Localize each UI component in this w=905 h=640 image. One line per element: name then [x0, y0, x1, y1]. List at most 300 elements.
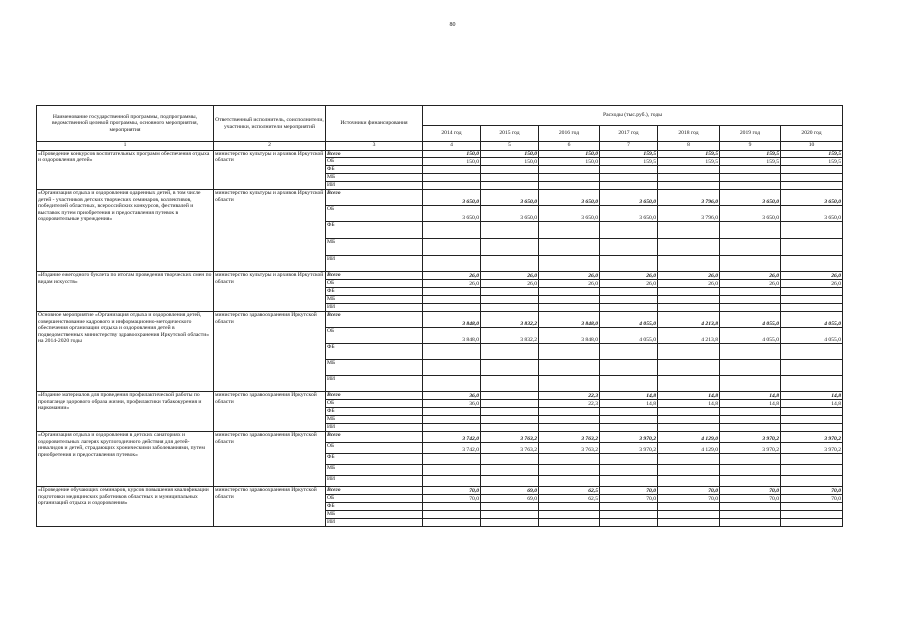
- amount-cell: 3 763,2: [539, 443, 600, 454]
- amount-cell: 150,0: [423, 151, 481, 158]
- amount-cell: 3 650,0: [781, 190, 843, 206]
- amount-cell: [658, 416, 720, 424]
- amount-cell: [658, 256, 720, 272]
- amount-cell: 150,0: [423, 158, 481, 166]
- amount-cell: 22,3: [539, 400, 600, 408]
- amount-cell: [481, 174, 539, 182]
- column-number: 3: [326, 142, 423, 151]
- header-year: 2017 год: [600, 126, 658, 142]
- amount-cell: 159,5: [781, 158, 843, 166]
- header-year: 2016 год: [539, 126, 600, 142]
- column-number: 9: [720, 142, 781, 151]
- activity-executor: министерство культуры и архивов Иркутской области: [214, 272, 326, 312]
- amount-cell: [423, 424, 481, 432]
- amount-cell: [600, 239, 658, 256]
- column-number: 10: [781, 142, 843, 151]
- amount-cell: [423, 465, 481, 476]
- amount-cell: [781, 304, 843, 312]
- table-row: [37, 392, 843, 400]
- amount-cell: 159,5: [720, 151, 781, 158]
- funding-source: ИИ: [326, 424, 423, 432]
- amount-cell: [600, 503, 658, 511]
- header-year: 2015 год: [481, 126, 539, 142]
- activity-name: «Проведение конкурсов воспитательных программ обеспечения отдыха и оздоровления детей»: [37, 151, 214, 190]
- amount-cell: [781, 519, 843, 527]
- amount-cell: 3 796,0: [658, 190, 720, 206]
- amount-cell: [781, 360, 843, 376]
- amount-cell: [423, 376, 481, 392]
- funding-source: ФБ: [326, 408, 423, 416]
- amount-cell: 62,5: [539, 487, 600, 495]
- amount-cell: [481, 454, 539, 465]
- amount-cell: [481, 519, 539, 527]
- amount-cell: [600, 174, 658, 182]
- activity-executor: министерство культуры и архивов Иркутской области: [214, 151, 326, 190]
- amount-cell: [539, 174, 600, 182]
- amount-cell: 3 763,2: [481, 432, 539, 443]
- amount-cell: [720, 222, 781, 239]
- amount-cell: [720, 296, 781, 304]
- funding-source: ОБ: [326, 328, 423, 344]
- amount-cell: [600, 166, 658, 174]
- amount-cell: [423, 511, 481, 519]
- amount-cell: 70,0: [600, 495, 658, 503]
- amount-cell: [658, 424, 720, 432]
- amount-cell: [781, 222, 843, 239]
- amount-cell: 4 213,8: [658, 312, 720, 328]
- amount-cell: [600, 222, 658, 239]
- amount-cell: [600, 296, 658, 304]
- amount-cell: 4 213,8: [658, 328, 720, 344]
- amount-cell: [658, 408, 720, 416]
- amount-cell: [539, 416, 600, 424]
- amount-cell: [781, 288, 843, 296]
- column-number: 8: [658, 142, 720, 151]
- amount-cell: 26,0: [720, 272, 781, 280]
- amount-cell: 3 970,2: [600, 432, 658, 443]
- amount-cell: 3 970,2: [600, 443, 658, 454]
- amount-cell: 70,0: [658, 495, 720, 503]
- amount-cell: [481, 296, 539, 304]
- funding-source: ИИ: [326, 256, 423, 272]
- amount-cell: [481, 511, 539, 519]
- column-number: 4: [423, 142, 481, 151]
- table-row: [37, 151, 843, 158]
- amount-cell: 14,8: [658, 400, 720, 408]
- amount-cell: [720, 288, 781, 296]
- amount-cell: [720, 239, 781, 256]
- header-program: Наименование государственной программы, подпрограммы, ведомственной целевой программы, основного мероприятия, мероприятия: [37, 106, 214, 142]
- amount-cell: [481, 400, 539, 408]
- amount-cell: 159,5: [600, 151, 658, 158]
- funding-source: ФБ: [326, 454, 423, 465]
- amount-cell: [481, 360, 539, 376]
- amount-cell: [720, 424, 781, 432]
- amount-cell: [600, 424, 658, 432]
- amount-cell: [481, 465, 539, 476]
- amount-cell: [600, 376, 658, 392]
- funding-source: МБ: [326, 465, 423, 476]
- amount-cell: 3 848,0: [423, 312, 481, 328]
- amount-cell: 4 055,0: [720, 328, 781, 344]
- amount-cell: [720, 416, 781, 424]
- amount-cell: [781, 503, 843, 511]
- funding-source: ИИ: [326, 182, 423, 190]
- amount-cell: [658, 239, 720, 256]
- amount-cell: [423, 503, 481, 511]
- amount-cell: 3 848,0: [539, 312, 600, 328]
- amount-cell: 150,0: [481, 151, 539, 158]
- amount-cell: 14,8: [600, 392, 658, 400]
- amount-cell: 69,0: [481, 495, 539, 503]
- page-number: 80: [449, 22, 456, 28]
- amount-cell: 3 970,2: [720, 443, 781, 454]
- amount-cell: [781, 408, 843, 416]
- amount-cell: 3 650,0: [481, 206, 539, 222]
- amount-cell: [600, 360, 658, 376]
- activity-name: Основное мероприятие «Организация отдыха и оздоровления детей, совершенствование кадрового и информационно-методического обеспечения организации отдыха и оздоровления детей в подведомственных министерству здравоохранения Иркутской области» на 2014-2020 годы: [37, 312, 214, 392]
- amount-cell: 150,0: [539, 151, 600, 158]
- amount-cell: 3 650,0: [781, 206, 843, 222]
- amount-cell: [720, 182, 781, 190]
- amount-cell: [539, 256, 600, 272]
- amount-cell: [539, 465, 600, 476]
- funding-source: Всего: [326, 392, 423, 400]
- amount-cell: 26,0: [481, 272, 539, 280]
- amount-cell: [781, 476, 843, 487]
- amount-cell: [781, 465, 843, 476]
- activity-name: «Проведение обучающих семинаров, курсов повышения квалификации подготовки медицинских работников областных и муниципальных организаций отдыха и оздоровления»: [37, 487, 214, 527]
- header-year: 2020 год: [781, 126, 843, 142]
- amount-cell: [720, 454, 781, 465]
- funding-source: Всего: [326, 151, 423, 158]
- amount-cell: 4 055,0: [600, 328, 658, 344]
- amount-cell: 26,0: [481, 280, 539, 288]
- amount-cell: [781, 166, 843, 174]
- amount-cell: [423, 296, 481, 304]
- funding-source: ИИ: [326, 376, 423, 392]
- amount-cell: [539, 166, 600, 174]
- funding-source: ИИ: [326, 519, 423, 527]
- amount-cell: [481, 503, 539, 511]
- activity-executor: министерство здравоохранения Иркутской области: [214, 432, 326, 487]
- amount-cell: [720, 408, 781, 416]
- amount-cell: 4 129,0: [658, 432, 720, 443]
- amount-cell: [781, 296, 843, 304]
- amount-cell: 14,8: [781, 400, 843, 408]
- amount-cell: [658, 360, 720, 376]
- amount-cell: [600, 511, 658, 519]
- amount-cell: [781, 376, 843, 392]
- amount-cell: [539, 344, 600, 360]
- header-executor: Ответственный исполнитель, соисполнители, участники, исполнители мероприятий: [214, 106, 326, 142]
- header-year: 2019 год: [720, 126, 781, 142]
- table-row: [37, 432, 843, 443]
- amount-cell: 3 763,2: [539, 432, 600, 443]
- amount-cell: 3 796,0: [658, 206, 720, 222]
- amount-cell: [539, 424, 600, 432]
- amount-cell: [600, 519, 658, 527]
- amount-cell: [658, 503, 720, 511]
- amount-cell: 3 650,0: [539, 190, 600, 206]
- amount-cell: 159,5: [600, 158, 658, 166]
- amount-cell: [600, 182, 658, 190]
- amount-cell: [720, 465, 781, 476]
- amount-cell: [481, 166, 539, 174]
- amount-cell: 26,0: [423, 280, 481, 288]
- amount-cell: [423, 304, 481, 312]
- amount-cell: 70,0: [658, 487, 720, 495]
- amount-cell: [658, 296, 720, 304]
- amount-cell: 3 650,0: [423, 190, 481, 206]
- amount-cell: [781, 416, 843, 424]
- amount-cell: [720, 519, 781, 527]
- amount-cell: [423, 239, 481, 256]
- amount-cell: 3 650,0: [600, 190, 658, 206]
- amount-cell: 14,8: [720, 400, 781, 408]
- amount-cell: [539, 182, 600, 190]
- amount-cell: [539, 476, 600, 487]
- activity-name: «Организация отдыха и оздоровления в детских санаториях и оздоровительных лагерях круглогодичного действия для детей-инвалидов и детей, страдающих хроническими заболеваниями, путем приобретения и предоставления путевок»: [37, 432, 214, 487]
- funding-source: ОБ: [326, 443, 423, 454]
- funding-source: МБ: [326, 360, 423, 376]
- amount-cell: 159,5: [658, 151, 720, 158]
- amount-cell: 4 055,0: [720, 312, 781, 328]
- amount-cell: [720, 256, 781, 272]
- amount-cell: [423, 519, 481, 527]
- amount-cell: 14,8: [600, 400, 658, 408]
- amount-cell: [600, 476, 658, 487]
- amount-cell: [481, 288, 539, 296]
- amount-cell: [481, 344, 539, 360]
- amount-cell: 14,8: [720, 392, 781, 400]
- amount-cell: [423, 476, 481, 487]
- amount-cell: 150,0: [481, 158, 539, 166]
- funding-source: МБ: [326, 296, 423, 304]
- amount-cell: [658, 454, 720, 465]
- amount-cell: 14,8: [781, 392, 843, 400]
- amount-cell: 70,0: [781, 487, 843, 495]
- activity-executor: министерство здравоохранения Иркутской области: [214, 392, 326, 432]
- amount-cell: [781, 239, 843, 256]
- amount-cell: [600, 288, 658, 296]
- amount-cell: 14,8: [658, 392, 720, 400]
- column-number: 1: [37, 142, 214, 151]
- amount-cell: [539, 304, 600, 312]
- amount-cell: 70,0: [720, 487, 781, 495]
- amount-cell: [781, 182, 843, 190]
- amount-cell: [600, 465, 658, 476]
- amount-cell: 4 129,0: [658, 443, 720, 454]
- funding-source: ФБ: [326, 503, 423, 511]
- amount-cell: 70,0: [781, 495, 843, 503]
- funding-source: Всего: [326, 312, 423, 328]
- amount-cell: [600, 454, 658, 465]
- activity-name: «Издание ежегодного буклета по итогам проведения творческих смен по видам искусств»: [37, 272, 214, 312]
- amount-cell: 3 650,0: [600, 206, 658, 222]
- amount-cell: [539, 454, 600, 465]
- amount-cell: 26,0: [720, 280, 781, 288]
- amount-cell: [720, 503, 781, 511]
- amount-cell: [720, 344, 781, 360]
- amount-cell: 3 848,0: [423, 328, 481, 344]
- amount-cell: [658, 304, 720, 312]
- amount-cell: [481, 476, 539, 487]
- amount-cell: 70,0: [720, 495, 781, 503]
- amount-cell: 26,0: [781, 272, 843, 280]
- amount-cell: [423, 454, 481, 465]
- amount-cell: [423, 174, 481, 182]
- amount-cell: 159,5: [658, 158, 720, 166]
- amount-cell: 26,0: [658, 280, 720, 288]
- amount-cell: 3 742,0: [423, 443, 481, 454]
- amount-cell: 3 650,0: [720, 190, 781, 206]
- funding-source: МБ: [326, 174, 423, 182]
- amount-cell: [600, 344, 658, 360]
- amount-cell: [539, 503, 600, 511]
- amount-cell: [481, 182, 539, 190]
- column-numbers-row: [37, 142, 843, 151]
- amount-cell: 3 970,2: [720, 432, 781, 443]
- amount-cell: 22,3: [539, 392, 600, 400]
- amount-cell: [600, 408, 658, 416]
- amount-cell: [658, 166, 720, 174]
- amount-cell: 4 055,0: [781, 312, 843, 328]
- amount-cell: [781, 511, 843, 519]
- activity-name: «Издание материалов для проведения профилактической работы по пропаганде здорового образа жизни, профилактики табакокурения и наркомании»: [37, 392, 214, 432]
- amount-cell: 3 650,0: [481, 190, 539, 206]
- amount-cell: [781, 174, 843, 182]
- amount-cell: 3 970,2: [781, 443, 843, 454]
- amount-cell: 70,0: [423, 487, 481, 495]
- amount-cell: [658, 344, 720, 360]
- amount-cell: [481, 239, 539, 256]
- amount-cell: 150,0: [539, 158, 600, 166]
- amount-cell: [539, 376, 600, 392]
- funding-source: Всего: [326, 487, 423, 495]
- amount-cell: 3 650,0: [539, 206, 600, 222]
- amount-cell: [539, 239, 600, 256]
- amount-cell: [600, 416, 658, 424]
- amount-cell: [600, 304, 658, 312]
- funding-source: Всего: [326, 432, 423, 443]
- amount-cell: [423, 222, 481, 239]
- funding-source: ФБ: [326, 344, 423, 360]
- amount-cell: [720, 376, 781, 392]
- amount-cell: 70,0: [600, 487, 658, 495]
- amount-cell: 3 650,0: [720, 206, 781, 222]
- amount-cell: [481, 424, 539, 432]
- table-row: [37, 272, 843, 280]
- header-source: Источники финансирования: [326, 106, 423, 142]
- amount-cell: 4 055,0: [600, 312, 658, 328]
- amount-cell: [658, 519, 720, 527]
- column-number: 6: [539, 142, 600, 151]
- activity-executor: министерство здравоохранения Иркутской области: [214, 312, 326, 392]
- amount-cell: 3 832,2: [481, 312, 539, 328]
- funding-source: ОБ: [326, 206, 423, 222]
- funding-source: ОБ: [326, 400, 423, 408]
- funding-source: Всего: [326, 190, 423, 206]
- funding-source: ФБ: [326, 166, 423, 174]
- amount-cell: [658, 288, 720, 296]
- column-number: 5: [481, 142, 539, 151]
- amount-cell: [539, 296, 600, 304]
- funding-source: ОБ: [326, 495, 423, 503]
- amount-cell: [423, 416, 481, 424]
- funding-source: ФБ: [326, 222, 423, 239]
- amount-cell: [720, 511, 781, 519]
- amount-cell: [658, 476, 720, 487]
- header-year: 2018 год: [658, 126, 720, 142]
- amount-cell: 3 650,0: [423, 206, 481, 222]
- amount-cell: [481, 376, 539, 392]
- amount-cell: 4 055,0: [781, 328, 843, 344]
- amount-cell: 3 970,2: [781, 432, 843, 443]
- amount-cell: 26,0: [539, 272, 600, 280]
- amount-cell: [481, 392, 539, 400]
- amount-cell: [481, 416, 539, 424]
- amount-cell: 62,5: [539, 495, 600, 503]
- table-row: [37, 487, 843, 495]
- amount-cell: [781, 344, 843, 360]
- table-row: [37, 312, 843, 328]
- amount-cell: 26,0: [423, 272, 481, 280]
- amount-cell: [658, 511, 720, 519]
- amount-cell: [539, 222, 600, 239]
- amount-cell: [423, 360, 481, 376]
- activity-executor: министерство культуры и архивов Иркутской области: [214, 190, 326, 272]
- amount-cell: [658, 376, 720, 392]
- amount-cell: 26,0: [600, 272, 658, 280]
- amount-cell: 159,5: [720, 158, 781, 166]
- amount-cell: [720, 166, 781, 174]
- amount-cell: 3 848,0: [539, 328, 600, 344]
- amount-cell: [658, 222, 720, 239]
- funding-source: МБ: [326, 511, 423, 519]
- amount-cell: [539, 360, 600, 376]
- amount-cell: 36,0: [423, 392, 481, 400]
- amount-cell: 26,0: [658, 272, 720, 280]
- amount-cell: 3 832,2: [481, 328, 539, 344]
- amount-cell: [720, 360, 781, 376]
- amount-cell: [423, 256, 481, 272]
- funding-source: ОБ: [326, 280, 423, 288]
- amount-cell: [658, 465, 720, 476]
- amount-cell: [481, 222, 539, 239]
- amount-cell: 3 763,2: [481, 443, 539, 454]
- amount-cell: [539, 288, 600, 296]
- activity-name: «Организация отдыха и оздоровления одаренных детей, в том числе детей - участников детских творческих семинаров, коллективов, победителей областных, всероссийских конкурсов, фестивалей и выставок путем приобретения и предоставления путевок в оздоровительные учреждения»: [37, 190, 214, 272]
- amount-cell: [720, 174, 781, 182]
- amount-cell: [600, 256, 658, 272]
- header-year: 2014 год: [423, 126, 481, 142]
- amount-cell: [539, 408, 600, 416]
- amount-cell: [658, 174, 720, 182]
- amount-cell: 69,0: [481, 487, 539, 495]
- amount-cell: [539, 519, 600, 527]
- funding-source: МБ: [326, 239, 423, 256]
- amount-cell: [423, 344, 481, 360]
- amount-cell: 70,0: [423, 495, 481, 503]
- column-number: 7: [600, 142, 658, 151]
- amount-cell: 26,0: [781, 280, 843, 288]
- amount-cell: [423, 166, 481, 174]
- amount-cell: 159,5: [781, 151, 843, 158]
- amount-cell: [423, 288, 481, 296]
- funding-source: Всего: [326, 272, 423, 280]
- amount-cell: [658, 182, 720, 190]
